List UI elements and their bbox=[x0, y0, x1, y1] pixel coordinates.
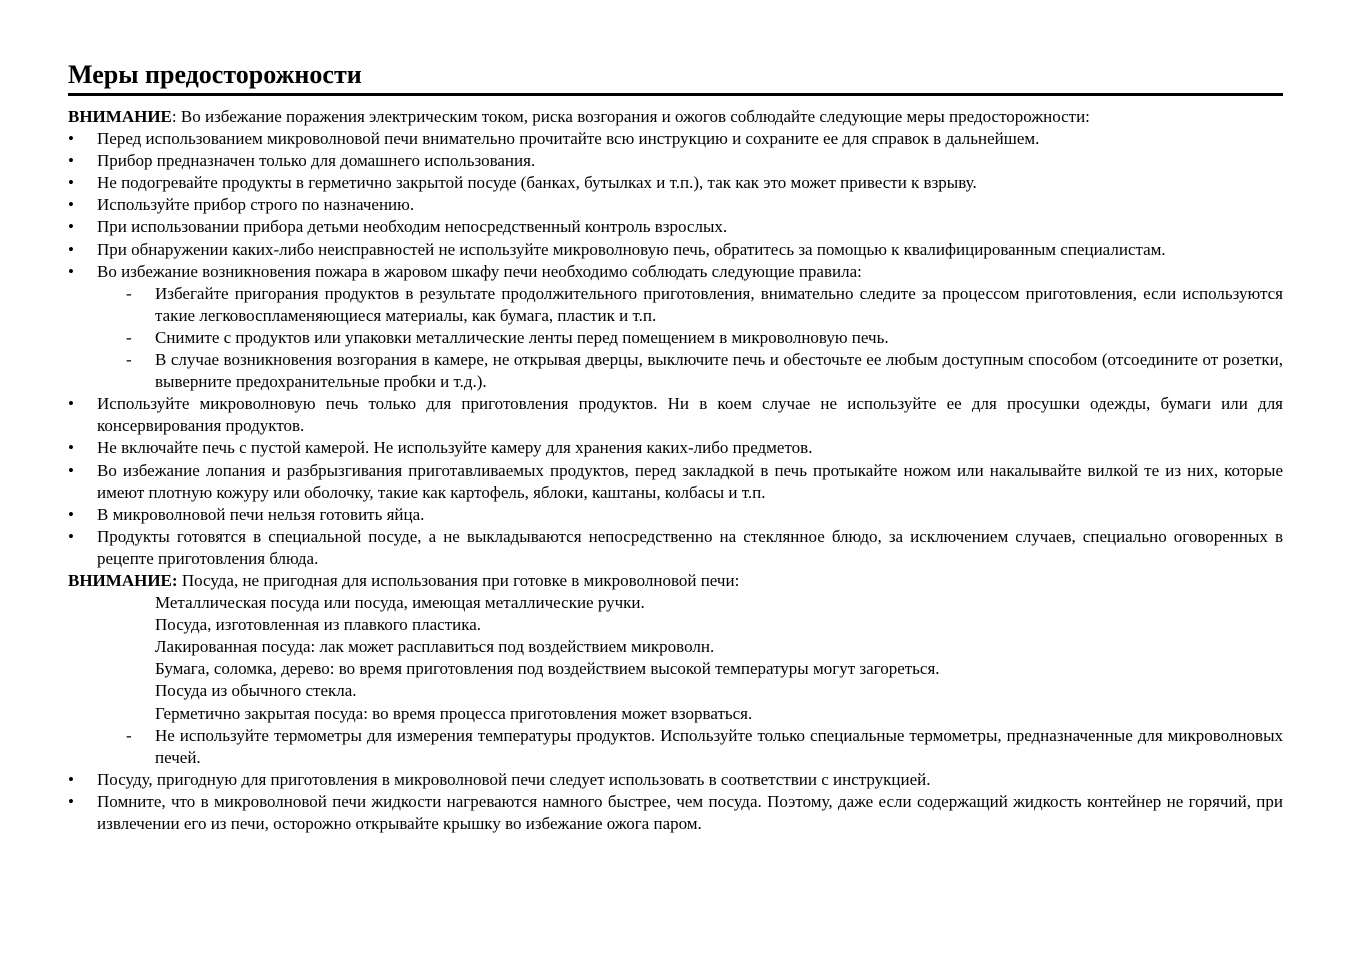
list-item: Бумага, соломка, дерево: во время приготовления под воздействием высокой температуры могут загореться. bbox=[155, 659, 940, 679]
fire-rules-list bbox=[68, 283, 1283, 393]
thermometer-list bbox=[68, 725, 1283, 769]
warning-text: : Во избежание поражения электрическим током, риска возгорания и ожогов соблюдайте следующие меры предосторожности: bbox=[171, 107, 1090, 126]
warning-intro bbox=[68, 106, 1283, 128]
list-item: • Помните, что в микроволновой печи жидкости нагреваются намного быстрее, чем посуда. Поэтому, даже если содержащий жидкость контейнер не горячий, при извлечении его из печи, осторожно открывайте крышку во избежание ожога паром. bbox=[68, 791, 1283, 835]
list-item: • Во избежание возникновения пожара в жаровом шкафу печи необходимо соблюдать следующие правила: bbox=[68, 261, 1283, 283]
list-item: - В случае возникновения возгорания в камере, не открывая дверцы, выключите печь и обесточьте ее любым доступным способом (отсоедините от розетки, выверните предохранительные пробки и т.д.). bbox=[126, 349, 1283, 393]
list-item: • Прибор предназначен только для домашнего использования. bbox=[68, 150, 1283, 172]
list-item: Металлическая посуда или посуда, имеющая металлические ручки. bbox=[155, 593, 645, 613]
list-item: • Перед использованием микроволновой печи внимательно прочитайте всю инструкцию и сохраните ее для справок в дальнейшем. bbox=[68, 128, 1283, 150]
thermometer-note: - Не используйте термометры для измерения температуры продуктов. Используйте только специальные термометры, предназначенные для микроволновых печей. bbox=[126, 725, 1283, 769]
warning-label: ВНИМАНИЕ bbox=[68, 107, 172, 126]
warning-text: Посуда, не пригодная для использования при готовке в микроволновой печи: bbox=[177, 570, 740, 590]
list-item: - Избегайте пригорания продуктов в результате продолжительного приготовления, внимательно следите за процессом приготовления, если используются такие легковоспламеняющиеся материалы, как бумага, пластик и т.п. bbox=[126, 283, 1283, 327]
list-item: • Во избежание лопания и разбрызгивания приготавливаемых продуктов, перед закладкой в печь протыкайте ножом или накалывайте вилкой те из них, которые имеют плотную кожуру или оболочку, такие как картофель, яблоки, каштаны, колбасы и т.п. bbox=[68, 460, 1283, 504]
list-item: • Используйте микроволновую печь только для приготовления продуктов. Ни в коем случае не используйте ее для просушки одежды, бумаги или для консервирования продуктов. bbox=[68, 393, 1283, 437]
list-item: • Не включайте печь с пустой камерой. Не используйте камеру для хранения каких-либо предметов. bbox=[68, 437, 1283, 459]
warning-label: ВНИМАНИЕ: bbox=[68, 570, 178, 590]
list-item: Герметично закрытая посуда: во время процесса приготовления может взорваться. bbox=[155, 703, 753, 723]
list-item: • Посуду, пригодную для приготовления в микроволновой печи следует использовать в соответствии с инструкцией. bbox=[68, 769, 1283, 791]
list-item: • При обнаружении каких-либо неисправностей не используйте микроволновую печь, обратитесь за помощью к квалифицированным специалистам. bbox=[68, 239, 1283, 261]
unsuitable-cookware-list bbox=[68, 592, 1283, 725]
list-item: • При использовании прибора детьми необходим непосредственный контроль взрослых. bbox=[68, 216, 1283, 238]
warning-cookware bbox=[68, 570, 1283, 592]
list-item: - Снимите с продуктов или упаковки металлические ленты перед помещением в микроволновую печь. bbox=[126, 327, 1283, 349]
document-page bbox=[68, 58, 1283, 835]
list-item: • В микроволновой печи нельзя готовить яйца. bbox=[68, 504, 1283, 526]
precautions-list-a bbox=[68, 128, 1283, 283]
precautions-list-b bbox=[68, 393, 1283, 570]
document-body bbox=[68, 106, 1283, 835]
list-item: Посуда из обычного стекла. bbox=[155, 681, 357, 701]
list-item: • Не подогревайте продукты в герметично закрытой посуде (банках, бутылках и т.п.), так как это может привести к взрыву. bbox=[68, 172, 1283, 194]
list-item: • Продукты готовятся в специальной посуде, а не выкладываются непосредственно на стеклянное блюдо, за исключением случаев, специально оговоренных в рецепте приготовления блюда. bbox=[68, 526, 1283, 570]
list-item: Лакированная посуда: лак может расплавиться под воздействием микроволн. bbox=[155, 637, 715, 657]
page-title: Меры предосторожности bbox=[68, 58, 1283, 96]
list-item: Посуда, изготовленная из плавкого пластика. bbox=[155, 615, 482, 635]
precautions-list-c bbox=[68, 769, 1283, 835]
list-item: • Используйте прибор строго по назначению. bbox=[68, 194, 1283, 216]
